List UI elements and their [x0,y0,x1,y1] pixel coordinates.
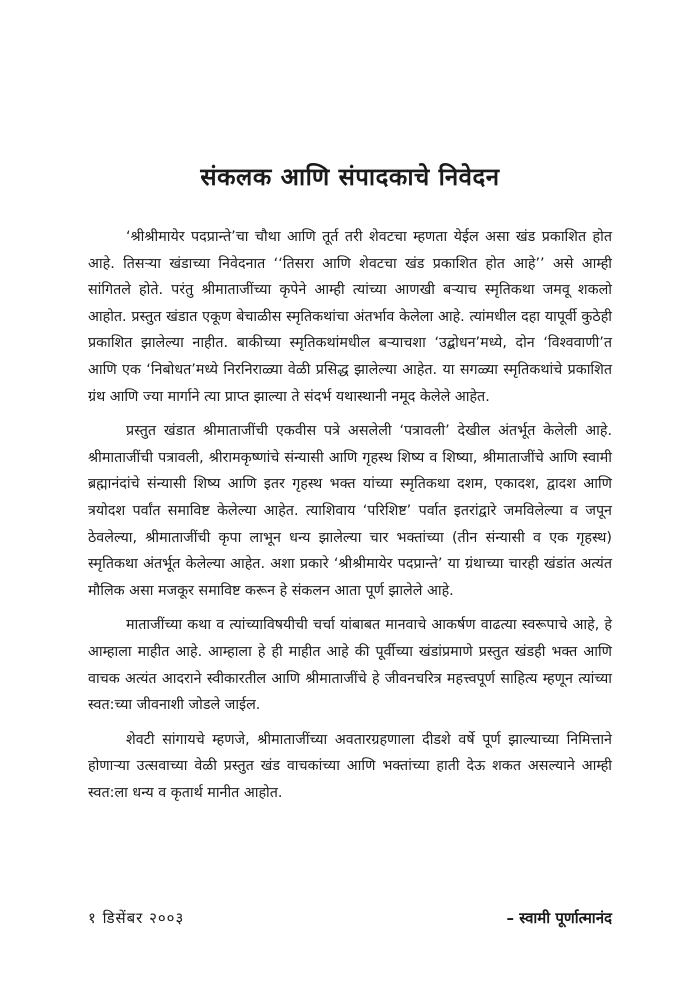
page-title: संकलक आणि संपादकाचे निवेदन [200,163,500,191]
body-text [88,224,612,814]
paragraph-2: प्रस्तुत खंडात श्रीमाताजींची एकवीस पत्रे असलेली ‘पत्रावली’ देखील अंतर्भूत केलेली आहे. श्रीमाताजींची पत्रावली, श्रीरामकृष्णांचे संन्यासी आणि गृहस्थ शिष्य व शिष्या, श्रीमाताजींचे आणि स्वामी ब्रह्मानंदांचे संन्यासी शिष्य आणि इतर गृहस्थ भक्त यांच्या स्मृतिकथा दशम, एकादश, द्वादश आणि त्रयोदश पर्वांत समाविष्ट केलेल्या आहेत. त्याशिवाय ‘परिशिष्ट’ पर्वात इतरांद्वारे जमविलेल्या व जपून ठेवलेल्या, श्रीमाताजींची कृपा लाभून धन्य झालेल्या चार भक्तांच्या (तीन संन्यासी व एक गृहस्थ) स्मृतिकथा अंतर्भूत केलेल्या आहेत. अशा प्रकारे ‘श्रीश्रीमायेर पदप्रान्ते’ या ग्रंथाच्या चारही खंडांत अत्यंत मौलिक असा मजकूर समाविष्ट करून हे संकलन आता पूर्ण झालेले आहे. [88,423,612,599]
paragraph-1: ‘श्रीश्रीमायेर पदप्रान्ते’चा चौथा आणि तूर्त तरी शेवटचा म्हणता येईल असा खंड प्रकाशित होत आहे. तिसऱ्या खंडाच्या निवेदनात ‘‘तिसरा आणि शेवटचा खंड प्रकाशित होत आहे’’ असे आम्ही सांगितले होते. परंतु श्रीमाताजींच्या कृपेने आम्ही त्यांच्या आणखी बऱ्याच स्मृतिकथा जमवू शकलो आहोत. प्रस्तुत खंडात एकूण बेचाळीस स्मृतिकथांचा अंतर्भाव केलेला आहे. त्यांमधील दहा यापूर्वी कुठेही प्रकाशित झालेल्या नाहीत. बाकीच्या स्मृतिकथांमधील बऱ्याचशा ‘उद्बोधन’मध्ये, दोन ‘विश्ववाणी’त आणि एक ‘निबोधत’मध्ये निरनिराळ्या वेळी प्रसिद्ध झालेल्या आहेत. या सगळ्या स्मृतिकथांचे प्रकाशित ग्रंथ आणि ज्या मार्गाने त्या प्राप्त झाल्या ते संदर्भ यथास्थानी नमूद केलेले आहेत. [88,229,613,405]
signature: – स्वामी पूर्णात्मानंद [506,909,612,927]
paragraph-4: शेवटी सांगायचे म्हणजे, श्रीमाताजींच्या अवतारग्रहणाला दीडशे वर्षे पूर्ण झाल्याच्या निमित्ताने होणाऱ्या उत्सवाच्या वेळी प्रस्तुत खंड वाचकांच्या आणि भक्तांच्या हाती देऊ शकत असल्याने आम्ही स्वत:ला धन्य व कृतार्थ मानीत आहोत. [88,731,612,801]
footer [88,908,612,938]
paragraph-3: माताजींच्या कथा व त्यांच्याविषयीची चर्चा यांबाबत मानवाचे आकर्षण वाढत्या स्वरूपाचे आहे, हे आम्हाला माहीत आहे. आम्हाला हे ही माहीत आहे की पूर्वीच्या खंडांप्रमाणे प्रस्तुत खंडही भक्त आणि वाचक अत्यंत आदराने स्वीकारतील आणि श्रीमाताजींचे हे जीवनचरित्र महत्त्वपूर्ण साहित्य म्हणून त्यांच्या स्वत:च्या जीवनाशी जोडले जाईल. [88,617,612,714]
date-text: १ डिसेंबर २००३ [88,909,185,927]
